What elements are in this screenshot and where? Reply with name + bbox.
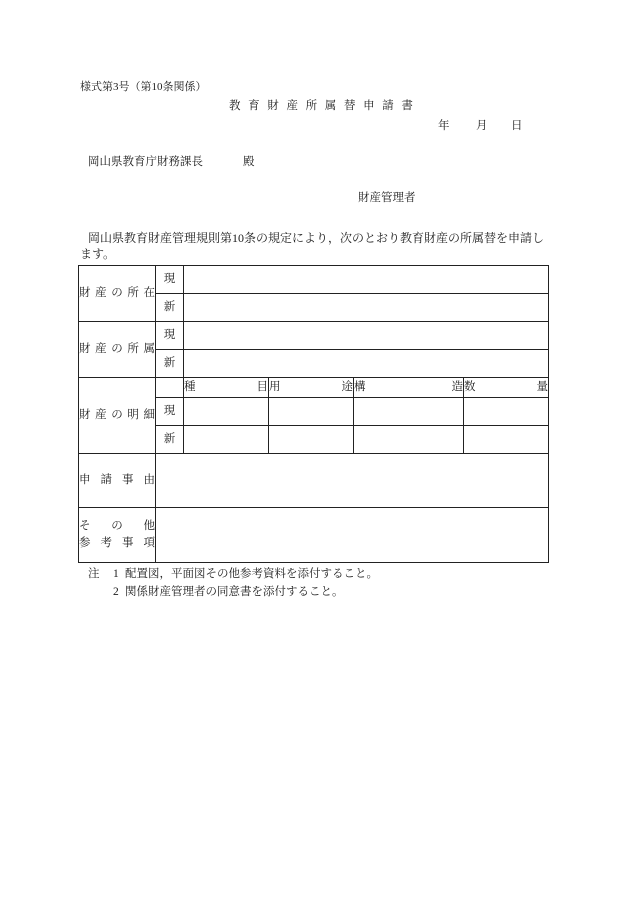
applicant-label: 財産管理者 bbox=[358, 192, 416, 204]
body-text-line-1: 岡山県教育財産管理規則第10条の規定により，次のとおり教育財産の所属替を申請し bbox=[88, 231, 545, 245]
details-current-structure-field bbox=[354, 398, 464, 426]
reason-label-cell bbox=[79, 454, 156, 508]
reason-row bbox=[79, 454, 549, 508]
location-current-field bbox=[184, 266, 549, 294]
location-current-row bbox=[79, 266, 549, 294]
affiliation-new-marker: 新 bbox=[156, 350, 184, 378]
affiliation-current-field bbox=[184, 322, 549, 350]
affiliation-new-field bbox=[184, 350, 549, 378]
location-label-cell bbox=[79, 266, 156, 322]
details-header-structure-cell bbox=[354, 378, 464, 398]
details-header-type: 種 目 bbox=[184, 381, 268, 393]
details-header-use-cell bbox=[269, 378, 354, 398]
other-label-line-1: そ の 他 bbox=[79, 520, 155, 532]
date-month-label: 月 bbox=[476, 120, 488, 132]
details-header-use: 用 途 bbox=[269, 381, 353, 393]
details-header-quantity-cell bbox=[464, 378, 549, 398]
details-label-cell bbox=[79, 378, 156, 454]
details-header-type-cell bbox=[184, 378, 269, 398]
details-label: 財 産 の 明 細 bbox=[79, 409, 155, 421]
details-new-marker: 新 bbox=[156, 426, 184, 454]
affiliation-label: 財 産 の 所 属 bbox=[79, 343, 155, 355]
details-current-type-field bbox=[184, 398, 269, 426]
location-current-marker: 現 bbox=[156, 266, 184, 294]
other-label-line-2: 参 考 事 項 bbox=[79, 537, 155, 549]
details-current-marker: 現 bbox=[156, 398, 184, 426]
details-header-structure: 構 造 bbox=[354, 381, 463, 393]
affiliation-label-cell bbox=[79, 322, 156, 378]
date-year-label: 年 bbox=[438, 120, 450, 132]
document-title: 教 育 財 産 所 属 替 申 請 書 bbox=[229, 100, 413, 112]
body-text-line-2: ます。 bbox=[80, 247, 116, 261]
note-2-number: 2 bbox=[113, 586, 119, 598]
details-header-blank bbox=[156, 378, 184, 398]
details-current-use-field bbox=[269, 398, 354, 426]
note-2-text: 関係財産管理者の同意書を添付すること。 bbox=[125, 586, 344, 598]
details-new-quantity-field bbox=[464, 426, 549, 454]
notes-prefix: 注 bbox=[88, 568, 100, 580]
form-number: 様式第3号（第10条関係） bbox=[80, 81, 207, 93]
details-current-quantity-field bbox=[464, 398, 549, 426]
details-header-quantity: 数 量 bbox=[464, 381, 548, 393]
note-1-number: 1 bbox=[113, 568, 119, 580]
note-1-text: 配置図，平面図その他参考資料を添付すること。 bbox=[125, 568, 378, 580]
location-new-field bbox=[184, 294, 549, 322]
details-new-structure-field bbox=[354, 426, 464, 454]
other-field bbox=[156, 508, 549, 563]
reason-label: 申 請 事 由 bbox=[79, 474, 155, 486]
reason-field bbox=[156, 454, 549, 508]
affiliation-current-marker: 現 bbox=[156, 322, 184, 350]
addressee-honorific: 殿 bbox=[243, 156, 255, 168]
details-new-type-field bbox=[184, 426, 269, 454]
date-day-label: 日 bbox=[511, 120, 523, 132]
other-row bbox=[79, 508, 549, 563]
location-new-marker: 新 bbox=[156, 294, 184, 322]
other-label-cell bbox=[79, 508, 156, 563]
affiliation-current-row bbox=[79, 322, 549, 350]
location-label: 財 産 の 所 在 bbox=[79, 287, 155, 299]
addressee-name: 岡山県教育庁財務課長 bbox=[88, 156, 203, 168]
application-table bbox=[78, 265, 549, 563]
details-new-use-field bbox=[269, 426, 354, 454]
details-header-row bbox=[79, 378, 549, 398]
